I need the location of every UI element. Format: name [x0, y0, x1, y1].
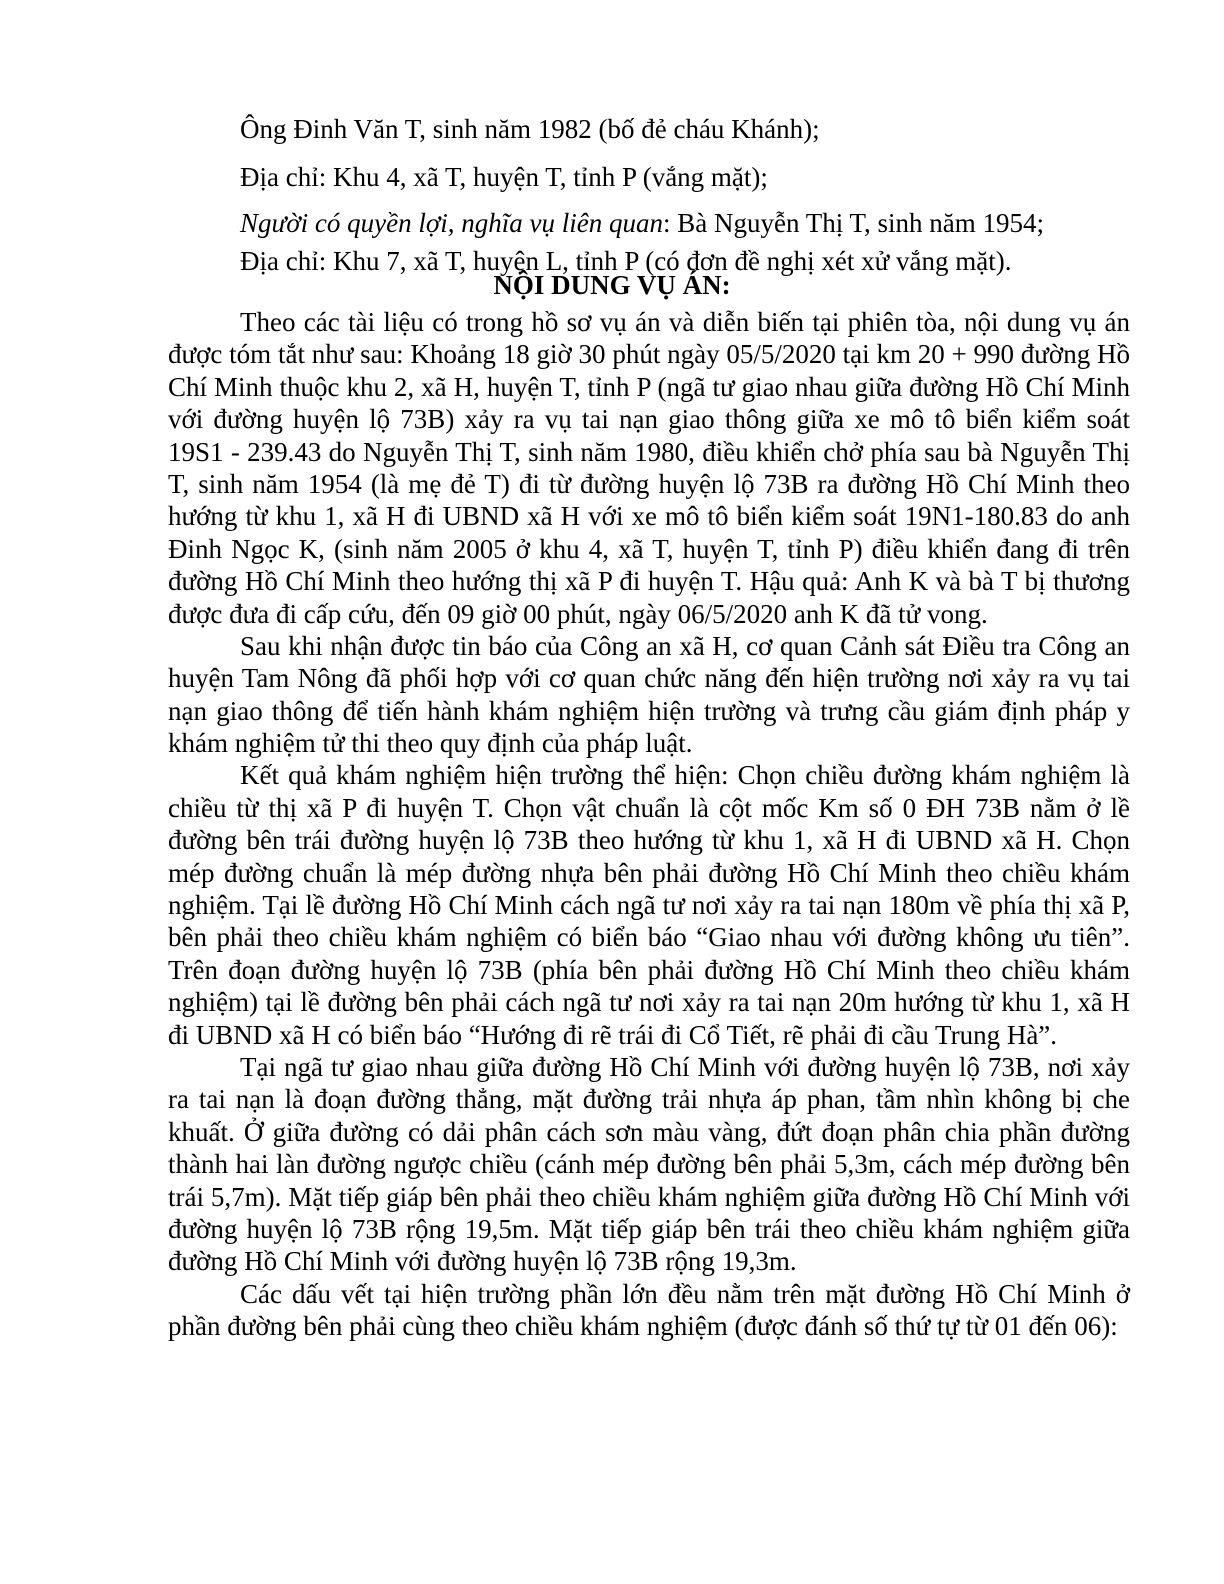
paragraph-traces: Các dấu vết tại hiện trường phần lớn đều nằm trên mặt đường Hồ Chí Minh ở phần đường bên phải cùng theo chiều khám nghiệm (được đánh số thứ tự từ 01 đến 06):: [168, 1278, 1130, 1342]
paragraph-summary: Theo các tài liệu có trong hồ sơ vụ án và diễn biến tại phiên tòa, nội dung vụ án được tóm tắt như sau: Khoảng 18 giờ 30 phút ngày 05/5/2020 tại km 20 + 990 đường Hồ Chí Minh thuộc khu 2, xã H, huyện T, tỉnh P (ngã tư giao nhau giữa đường Hồ Chí Minh với đường huyện lộ 73B) xảy ra vụ tai nạn giao thông giữa xe mô tô biển kiểm soát 19S1 - 239.43 do Nguyễn Thị T, sinh năm 1980, điều khiển chở phía sau bà Nguyễn Thị T, sinh năm 1954 (là mẹ đẻ T) đi từ đường huyện lộ 73B ra đường Hồ Chí Minh theo hướng từ khu 1, xã H đi UBND xã H với xe mô tô biển kiểm soát 19N1-180.83 do anh Đinh Ngọc K, (sinh năm 2005 ở khu 4, xã T, huyện T, tỉnh P) điều khiển đang đi trên đường Hồ Chí Minh theo hướng thị xã P đi huyện T. Hậu quả: Anh K và bà T bị thương được đưa đi cấp cứu, đến 09 giờ 00 phút, ngày 06/5/2020 anh K đã tử vong.: [168, 307, 1130, 629]
party-father-address: Địa chỉ: Khu 4, xã T, huyện T, tỉnh P (vắng mặt);: [240, 162, 768, 192]
paragraph-road-description: Tại ngã tư giao nhau giữa đường Hồ Chí Minh với đường huyện lộ 73B, nơi xảy ra tai nạn là đoạn đường thẳng, mặt đường trải nhựa áp phan, tầm nhìn không bị che khuất. Ở giữa đường có dải phân cách sơn màu vàng, đứt đoạn phân chia phần đường thành hai làn đường ngược chiều (cánh mép đường bên phải 5,3m, cách mép đường bên trái 5,7m). Mặt tiếp giáp bên phải theo chiều khám nghiệm giữa đường Hồ Chí Minh với đường huyện lộ 73B rộng 19,5m. Mặt tiếp giáp bên trái theo chiều khám nghiệm giữa đường Hồ Chí Minh với đường huyện lộ 73B rộng 19,3m.: [168, 1051, 1130, 1277]
case-content: [168, 306, 1130, 1343]
paragraph-investigation: Sau khi nhận được tin báo của Công an xã H, cơ quan Cảnh sát Điều tra Công an huyện Tam Nông đã phối hợp với cơ quan chức năng đến hiện trường nơi xảy ra vụ tai nạn giao thông để tiến hành khám nghiệm hiện trường và trưng cầu giám định pháp y khám nghiệm tử thi theo quy định của pháp luật.: [168, 630, 1130, 759]
party-related-address: Địa chỉ: Khu 7, xã T, huyện L, tỉnh P (có đơn đề nghị xét xử vắng mặt).: [240, 246, 1012, 276]
party-father-line: Ông Đinh Văn T, sinh năm 1982 (bố đẻ cháu Khánh);: [240, 114, 820, 144]
party-related-text: : Bà Nguyễn Thị T, sinh năm 1954;: [662, 208, 1044, 238]
section-heading: NỘI DUNG VỤ ÁN:: [493, 270, 731, 300]
party-related-person: [240, 207, 1044, 239]
party-related-label: Người có quyền lợi, nghĩa vụ liên quan: [240, 208, 663, 238]
paragraph-scene-result: Kết quả khám nghiệm hiện trường thể hiện: Chọn chiều đường khám nghiệm là chiều từ thị xã P đi huyện T. Chọn vật chuẩn là cột mốc Km số 0 ĐH 73B nằm ở lề đường bên trái đường huyện lộ 73B theo hướng từ khu 1, xã H đi UBND xã H. Chọn mép đường chuẩn là mép đường nhựa bên phải đường Hồ Chí Minh theo chiều khám nghiệm. Tại lề đường Hồ Chí Minh cách ngã tư nơi xảy ra tai nạn 180m về phía thị xã P, bên phải theo chiều khám nghiệm có biển báo “Giao nhau với đường không ưu tiên”. Trên đoạn đường huyện lộ 73B (phía bên phải đường Hồ Chí Minh theo chiều khám nghiệm) tại lề đường bên phải cách ngã tư nơi xảy ra tai nạn 20m hướng từ khu 1, xã H đi UBND xã H có biển báo “Hướng đi rẽ trái đi Cổ Tiết, rẽ phải đi cầu Trung Hà”.: [168, 760, 1130, 1050]
